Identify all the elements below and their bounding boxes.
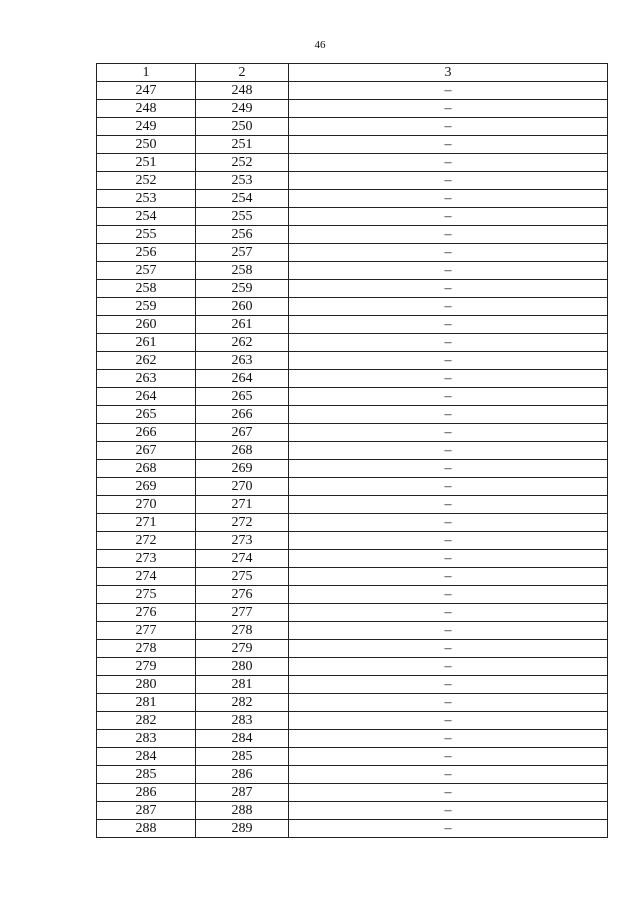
table-cell: – xyxy=(289,496,608,514)
table-cell: 283 xyxy=(97,730,196,748)
table-row xyxy=(97,388,608,406)
table-cell: 271 xyxy=(196,496,289,514)
table-row xyxy=(97,406,608,424)
table-row xyxy=(97,730,608,748)
table-cell: – xyxy=(289,136,608,154)
table-cell: – xyxy=(289,352,608,370)
table-cell: 286 xyxy=(97,784,196,802)
table-cell: – xyxy=(289,406,608,424)
table-cell: 280 xyxy=(196,658,289,676)
table-row xyxy=(97,82,608,100)
table-cell: – xyxy=(289,442,608,460)
table-cell: 265 xyxy=(196,388,289,406)
table-cell: 263 xyxy=(196,352,289,370)
table-cell: 274 xyxy=(196,550,289,568)
table-cell: 264 xyxy=(196,370,289,388)
table-cell: 275 xyxy=(97,586,196,604)
table-cell: – xyxy=(289,514,608,532)
table-cell: 248 xyxy=(196,82,289,100)
table-cell: 277 xyxy=(196,604,289,622)
table-row xyxy=(97,532,608,550)
table-row xyxy=(97,100,608,118)
table-cell: 249 xyxy=(97,118,196,136)
table-row xyxy=(97,370,608,388)
table-cell: 277 xyxy=(97,622,196,640)
table-row xyxy=(97,514,608,532)
table-row xyxy=(97,622,608,640)
table-row xyxy=(97,784,608,802)
table-cell: – xyxy=(289,190,608,208)
data-table xyxy=(96,63,608,838)
table-cell: – xyxy=(289,820,608,838)
table-row xyxy=(97,460,608,478)
table-row xyxy=(97,190,608,208)
table-cell: 284 xyxy=(97,748,196,766)
table-cell: 287 xyxy=(97,802,196,820)
table-cell: 269 xyxy=(97,478,196,496)
table-cell: 272 xyxy=(196,514,289,532)
table-row xyxy=(97,766,608,784)
table-row xyxy=(97,334,608,352)
table-cell: – xyxy=(289,280,608,298)
table-cell: – xyxy=(289,172,608,190)
table-cell: 250 xyxy=(97,136,196,154)
table-cell: – xyxy=(289,640,608,658)
table-row xyxy=(97,640,608,658)
table-row xyxy=(97,136,608,154)
table-cell: 253 xyxy=(97,190,196,208)
table-cell: – xyxy=(289,424,608,442)
table-cell: 253 xyxy=(196,172,289,190)
table-cell: 257 xyxy=(196,244,289,262)
table-row xyxy=(97,604,608,622)
table-row xyxy=(97,154,608,172)
table-cell: 287 xyxy=(196,784,289,802)
table-cell: 286 xyxy=(196,766,289,784)
column-header-2: 2 xyxy=(196,64,289,82)
table-body xyxy=(97,82,608,838)
table-cell: 264 xyxy=(97,388,196,406)
table-cell: 259 xyxy=(97,298,196,316)
table-row xyxy=(97,352,608,370)
table-cell: – xyxy=(289,208,608,226)
table-cell: 267 xyxy=(196,424,289,442)
table-cell: 273 xyxy=(196,532,289,550)
table-row xyxy=(97,298,608,316)
table-cell: 258 xyxy=(196,262,289,280)
table-cell: – xyxy=(289,262,608,280)
table-cell: 262 xyxy=(196,334,289,352)
table-cell: 282 xyxy=(97,712,196,730)
table-cell: – xyxy=(289,334,608,352)
table-row xyxy=(97,658,608,676)
table-cell: – xyxy=(289,586,608,604)
table-cell: 259 xyxy=(196,280,289,298)
table-cell: 283 xyxy=(196,712,289,730)
table-cell: 278 xyxy=(97,640,196,658)
table-row xyxy=(97,118,608,136)
table-cell: – xyxy=(289,532,608,550)
table-cell: 255 xyxy=(196,208,289,226)
table-cell: 254 xyxy=(97,208,196,226)
table-cell: 285 xyxy=(97,766,196,784)
table-row xyxy=(97,316,608,334)
table-cell: 279 xyxy=(196,640,289,658)
table-cell: 270 xyxy=(196,478,289,496)
table-row xyxy=(97,676,608,694)
table-row xyxy=(97,478,608,496)
table-header-row xyxy=(97,64,608,82)
table-row xyxy=(97,244,608,262)
table-cell: 250 xyxy=(196,118,289,136)
table-cell: – xyxy=(289,622,608,640)
table-cell: – xyxy=(289,550,608,568)
table-row xyxy=(97,280,608,298)
table-row xyxy=(97,226,608,244)
table-cell: 288 xyxy=(97,820,196,838)
table-cell: 260 xyxy=(196,298,289,316)
table-cell: 249 xyxy=(196,100,289,118)
table-cell: 269 xyxy=(196,460,289,478)
table-cell: – xyxy=(289,784,608,802)
table-row xyxy=(97,442,608,460)
table-cell: 256 xyxy=(196,226,289,244)
table-cell: 262 xyxy=(97,352,196,370)
table-row xyxy=(97,748,608,766)
table-cell: – xyxy=(289,370,608,388)
table-cell: – xyxy=(289,478,608,496)
table-cell: – xyxy=(289,226,608,244)
table-cell: 268 xyxy=(97,460,196,478)
table-cell: 255 xyxy=(97,226,196,244)
table-cell: – xyxy=(289,154,608,172)
table-cell: 276 xyxy=(196,586,289,604)
table-cell: 248 xyxy=(97,100,196,118)
table-row xyxy=(97,550,608,568)
table-cell: 278 xyxy=(196,622,289,640)
table-cell: 288 xyxy=(196,802,289,820)
table-row xyxy=(97,802,608,820)
table-row xyxy=(97,568,608,586)
table-cell: 252 xyxy=(97,172,196,190)
page-number: 46 xyxy=(314,39,326,51)
table-cell: 285 xyxy=(196,748,289,766)
table-cell: – xyxy=(289,568,608,586)
table-cell: – xyxy=(289,388,608,406)
table-row xyxy=(97,820,608,838)
table-cell: 268 xyxy=(196,442,289,460)
table-cell: 265 xyxy=(97,406,196,424)
table-cell: 270 xyxy=(97,496,196,514)
table-cell: 256 xyxy=(97,244,196,262)
table-row xyxy=(97,172,608,190)
table-cell: – xyxy=(289,244,608,262)
table-cell: 275 xyxy=(196,568,289,586)
table-cell: 273 xyxy=(97,550,196,568)
table-cell: 258 xyxy=(97,280,196,298)
column-header-3: 3 xyxy=(289,64,608,82)
table-cell: 276 xyxy=(97,604,196,622)
table-cell: 274 xyxy=(97,568,196,586)
table-cell: 281 xyxy=(196,676,289,694)
table-cell: – xyxy=(289,694,608,712)
table-row xyxy=(97,694,608,712)
table-cell: – xyxy=(289,766,608,784)
table-cell: 251 xyxy=(97,154,196,172)
table-cell: 263 xyxy=(97,370,196,388)
table-cell: 281 xyxy=(97,694,196,712)
table-cell: – xyxy=(289,316,608,334)
table-cell: 247 xyxy=(97,82,196,100)
table-row xyxy=(97,262,608,280)
table-cell: – xyxy=(289,298,608,316)
table-row xyxy=(97,712,608,730)
table-cell: 252 xyxy=(196,154,289,172)
table-cell: – xyxy=(289,100,608,118)
table-cell: – xyxy=(289,604,608,622)
table-cell: – xyxy=(289,712,608,730)
table-row xyxy=(97,424,608,442)
table-cell: 282 xyxy=(196,694,289,712)
column-header-1: 1 xyxy=(97,64,196,82)
table-cell: 266 xyxy=(97,424,196,442)
table-cell: 280 xyxy=(97,676,196,694)
table-cell: – xyxy=(289,748,608,766)
table-cell: 279 xyxy=(97,658,196,676)
table-cell: – xyxy=(289,460,608,478)
table-cell: 257 xyxy=(97,262,196,280)
table-cell: 271 xyxy=(97,514,196,532)
table-cell: – xyxy=(289,118,608,136)
table-cell: 267 xyxy=(97,442,196,460)
table-cell: – xyxy=(289,802,608,820)
table-cell: – xyxy=(289,658,608,676)
table-cell: – xyxy=(289,730,608,748)
table-cell: – xyxy=(289,676,608,694)
table-cell: 272 xyxy=(97,532,196,550)
table-cell: 260 xyxy=(97,316,196,334)
table-cell: 266 xyxy=(196,406,289,424)
table-row xyxy=(97,496,608,514)
table-cell: 251 xyxy=(196,136,289,154)
table-row xyxy=(97,586,608,604)
table-row xyxy=(97,208,608,226)
table-cell: 261 xyxy=(196,316,289,334)
table-cell: 254 xyxy=(196,190,289,208)
table-cell: – xyxy=(289,82,608,100)
table-cell: 289 xyxy=(196,820,289,838)
table-cell: 284 xyxy=(196,730,289,748)
table-cell: 261 xyxy=(97,334,196,352)
